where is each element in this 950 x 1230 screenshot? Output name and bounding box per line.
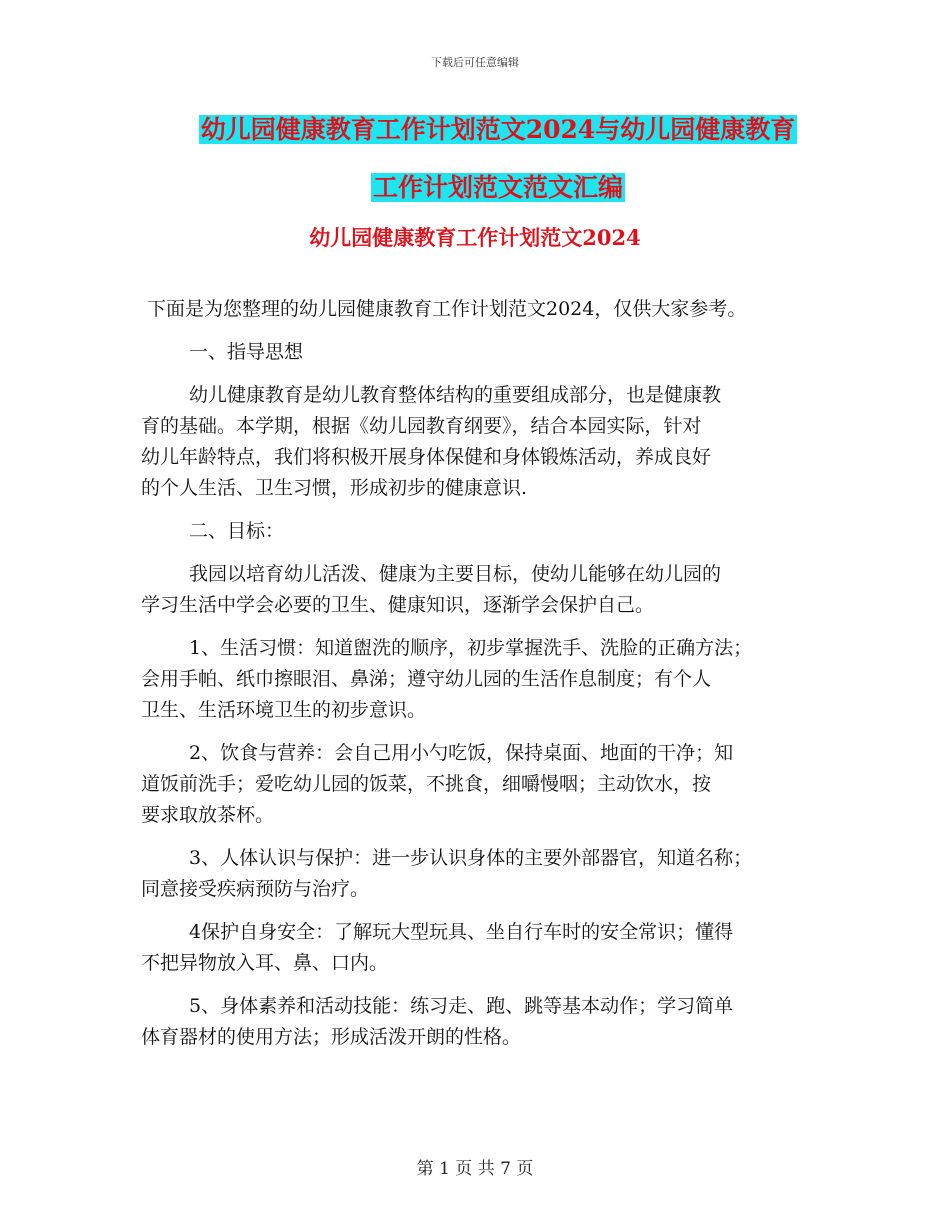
text-line: 育的基础。本学期，根据《幼儿园教育纲要》，结合本园实际，针对: [141, 415, 702, 437]
text-line: 同意接受疾病预防与治疗。: [141, 878, 370, 900]
text-line: 3、人体认识与保护：进一步认识身体的主要外部器官，知道名称；: [189, 847, 753, 869]
goal-item-5: [141, 991, 821, 1053]
goal-item-1: [141, 633, 821, 726]
document-body: [141, 294, 821, 1053]
text-line: 卫生、生活环境卫生的初步意识。: [141, 699, 427, 721]
heading-guiding-thought: 一、指导思想: [189, 341, 304, 363]
intro-paragraph: 下面是为您整理的幼儿园健康教育工作计划范文2024，仅供大家参考。: [147, 298, 747, 320]
text-line: 1、生活习惯：知道盥洗的顺序，初步掌握洗手、洗脸的正确方法；: [189, 637, 753, 659]
text-line: 幼儿年龄特点，我们将积极开展身体保健和身体锻炼活动，养成良好: [141, 446, 712, 468]
text-line: 体育器材的使用方法；形成活泼开朗的性格。: [141, 1026, 522, 1048]
paragraph-goals: [141, 559, 821, 621]
text-line: 要求取放茶杯。: [141, 804, 275, 826]
paragraph-guiding-thought: [141, 380, 821, 504]
text-line: 幼儿健康教育是幼儿教育整体结构的重要组成部分，也是健康教: [189, 384, 722, 406]
main-title-line-1: 幼儿园健康教育工作计划范文2024与幼儿园健康教育: [200, 115, 796, 144]
text-line: 我园以培育幼儿活泼、健康为主要目标，使幼儿能够在幼儿园的: [189, 563, 722, 585]
heading-goals: 二、目标：: [189, 520, 285, 542]
page-footer: 第 1 页 共 7 页: [416, 1159, 534, 1179]
text-line: 不把异物放入耳、鼻、口内。: [141, 952, 389, 974]
goal-item-3: [141, 843, 821, 905]
header-note: 下载后可任意编辑: [431, 56, 519, 69]
text-line: 5、身体素养和活动技能：练习走、跑、跳等基本动作；学习简单: [189, 995, 734, 1017]
text-line: 2、饮食与营养：会自己用小勺吃饭，保持桌面、地面的干净；知: [189, 742, 734, 764]
text-line: 4保护自身安全：了解玩大型玩具、坐自行车时的安全常识；懂得: [189, 921, 734, 943]
text-line: 道饭前洗手；爱吃幼儿园的饭菜，不挑食，细嚼慢咽；主动饮水，按: [141, 773, 712, 795]
section-title: 幼儿园健康教育工作计划范文2024: [309, 225, 641, 250]
goal-item-4: [141, 917, 821, 979]
text-line: 学习生活中学会必要的卫生、健康知识，逐渐学会保护自己。: [141, 594, 655, 616]
text-line: 的个人生活、卫生习惯，形成初步的健康意识.: [141, 477, 528, 499]
main-title-line-2: 工作计划范文范文汇编: [372, 173, 623, 202]
document-main-title: [188, 111, 808, 207]
text-line: 会用手帕、纸巾擦眼泪、鼻涕；遵守幼儿园的生活作息制度；有个人: [141, 668, 712, 690]
goal-item-2: [141, 738, 821, 831]
